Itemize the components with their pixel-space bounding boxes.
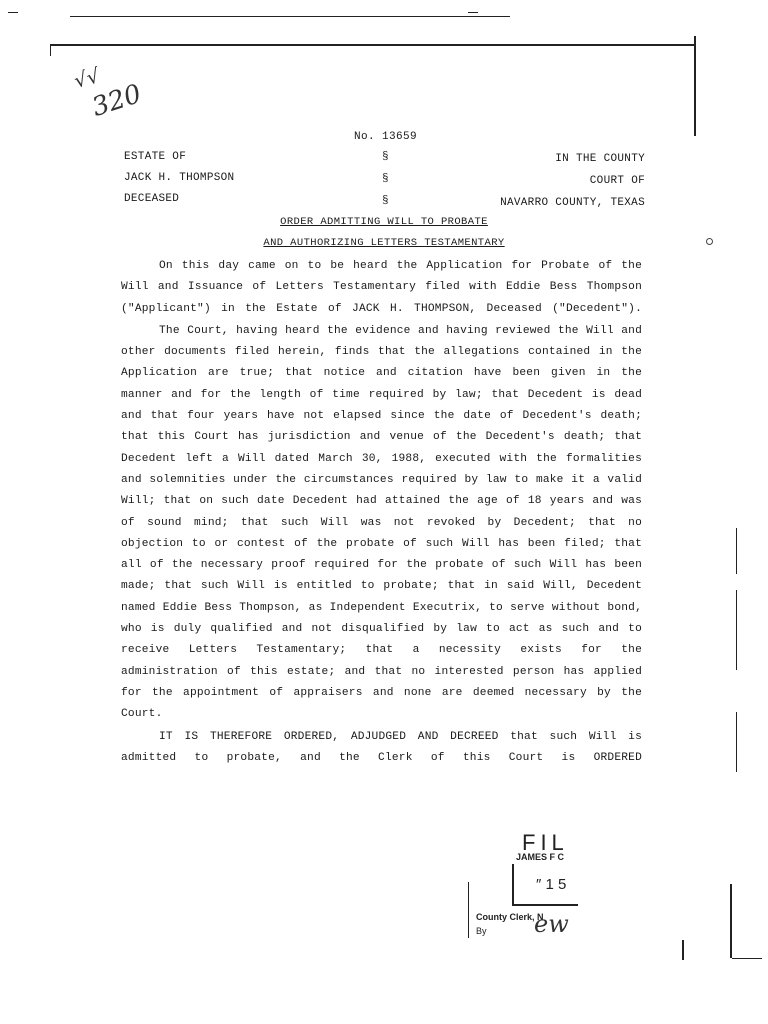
margin-mark-5 [732,958,762,959]
caption-left-estate: ESTATE OF [124,151,187,163]
stamp-initials-signature: ew [534,910,569,938]
stamp-left-rule [468,882,469,938]
page-border-right [694,36,696,136]
caption-left-name: JACK H. THOMPSON [124,172,235,184]
caption-section-sign: § [382,173,389,185]
page-border-left [50,44,51,56]
paragraph-findings: The Court, having heard the evidence and having reviewed the Will and other documents filed herein, finds that the allegations contained in the Application are true; that notice and citation have been given in the manner and for the length of time required by law; that Decedent is dead and that four years have not elapsed since the date of Decedent's death; that this Court has jurisdiction and venue of the Decedent's death; that Decedent left a Will dated March 30, 1988, executed with the formalities and solemnities under the circumstances required by law to make it a valid Will; that on such date Decedent had attained the age of 18 years and was of sound mind; that such Will was not revoked by Decedent; that no objection to or contest of the probate of such Will has been filed; that all of the necessary proof required for the probate of such Will has been made; that such Will is entitled to probate; that in said Will, Decedent named Eddie Bess Thompson, as Independent Executrix, to serve without bond, who is duly qualified and not disqualified by law to act as such and to receive Letters Testamentary; that a necessity exists for the administration of this estate; and that no interested person has applied for the appointment of appraisers and none are deemed necessary by the Court. [121,324,642,721]
stamp-clerk-label: County Clerk, N [476,912,544,922]
handwritten-check-mark: √√ [71,63,103,93]
paragraph-order: IT IS THEREFORE ORDERED, ADJUDGED AND DECREED that such Will is admitted to probate, and the Clerk of this Court is ORDERED [121,730,642,764]
caption-right-court: COURT OF [589,175,645,187]
caption-section-sign: § [382,195,389,207]
stamp-clerk-name: JAMES F C [516,852,565,862]
paragraph-application: On this day came on to be heard the Application for Probate of the Will and Issuance of Letters Testamentary filed with Eddie Bess Thompson ("Applicant") in the Estate of JACK H. THOMPSON, Deceased ("Decedent"). [121,260,642,315]
handwritten-number: 320 [88,79,146,123]
caption-right-navarro: NAVARRO COUNTY, TEXAS [500,197,645,209]
caption-right-county: IN THE COUNTY [555,153,645,165]
scan-top-dash-left [8,12,18,13]
order-title-line-2: AND AUTHORIZING LETTERS TESTAMENTARY [263,237,505,249]
margin-mark-4 [730,884,732,958]
margin-mark-1 [736,528,737,574]
stamp-by-label: By [476,926,487,936]
order-title-line-1: ORDER ADMITTING WILL TO PROBATE [280,216,488,228]
margin-mark-6 [682,940,684,960]
margin-mark-3 [736,712,737,772]
stamp-date-fragment: ″ 1 5 [536,876,567,893]
case-number: No. 13659 [354,131,418,143]
caption-section-sign: § [382,151,389,163]
margin-mark-2 [736,590,737,670]
scan-top-rule [70,16,510,17]
scan-top-dash-right [468,12,478,13]
page-border-top [50,44,696,46]
caption-left-deceased: DECEASED [124,193,180,205]
stamp-heading: FIL [522,830,569,855]
order-body [121,256,642,769]
